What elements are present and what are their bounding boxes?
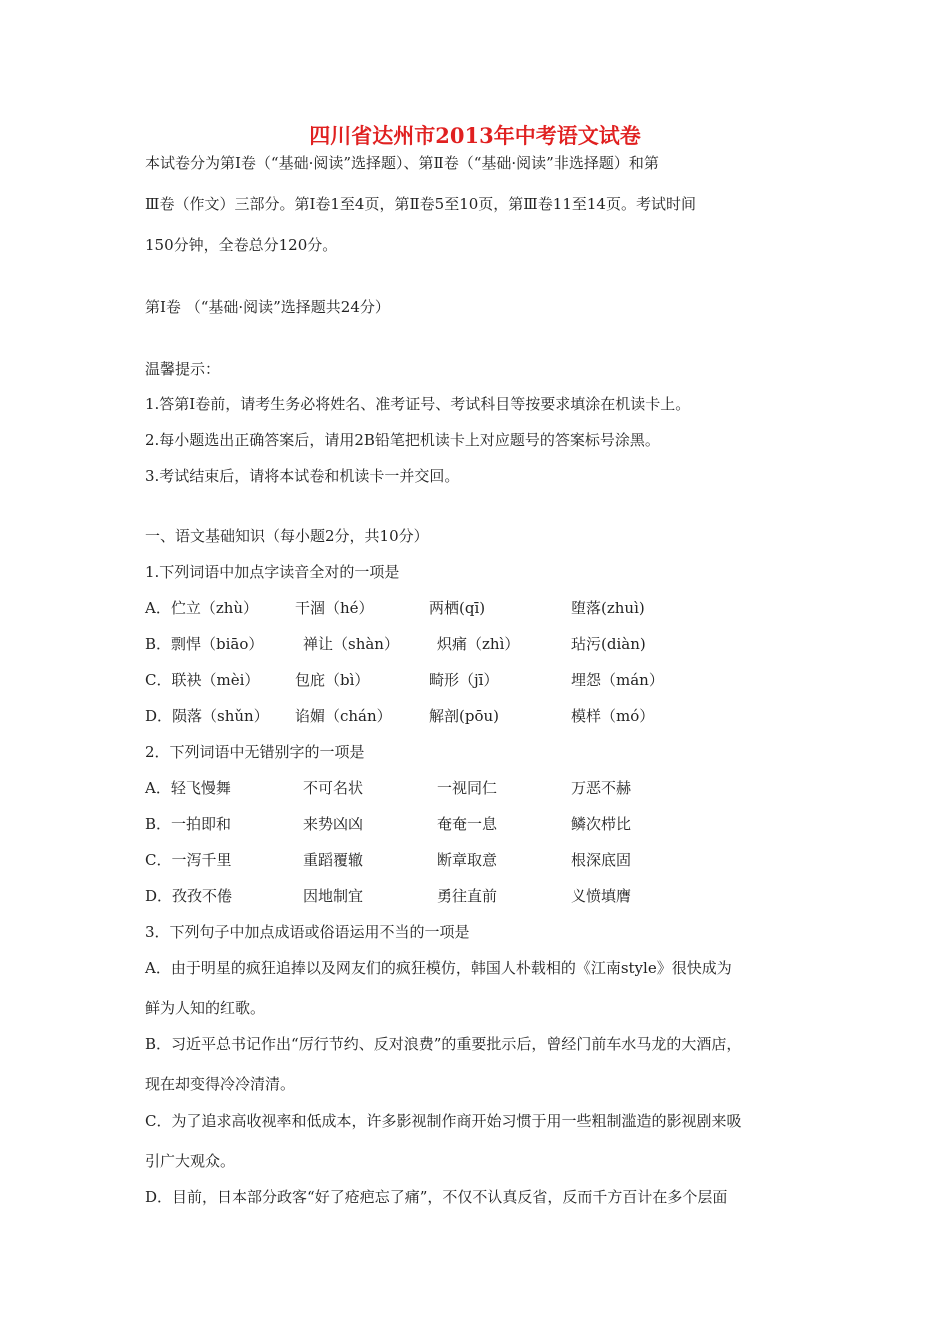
intro-line: 本试卷分为第Ⅰ卷（“基础·阅读”选择题）、第Ⅱ卷（“基础·阅读”非选择题）和第 bbox=[145, 154, 659, 172]
option-item: 勇往直前 bbox=[437, 887, 498, 905]
section-heading: 一、语文基础知识（每小题2分，共10分） bbox=[145, 527, 429, 545]
option-item: C．联袂（mèi） bbox=[145, 671, 260, 689]
option-item: 不可名状 bbox=[303, 779, 364, 797]
option-item: 重蹈覆辙 bbox=[303, 851, 364, 869]
question-text-line: D．目前，日本部分政客“好了疮疤忘了痛”，不仅不认真反省，反而千方百计在多个层面 bbox=[145, 1188, 728, 1206]
option-item: A．伫立（zhù） bbox=[145, 599, 259, 617]
question-text-line: A．由于明星的疯狂追捧以及网友们的疯狂模仿，韩国人朴载相的《江南style》很快成为 bbox=[145, 959, 732, 977]
option-item: 来势凶凶 bbox=[303, 815, 364, 833]
question-stem: 1.下列词语中加点字读音全对的一项是 bbox=[145, 563, 400, 581]
option-item: 两栖(qī) bbox=[429, 599, 486, 617]
option-item: 一视同仁 bbox=[437, 779, 498, 797]
option-item: 包庇（bì） bbox=[295, 671, 370, 689]
question-text-line: 鲜为人知的红歌。 bbox=[145, 999, 266, 1017]
tip-item: 2.每小题选出正确答案后，请用2B铅笔把机读卡上对应题号的答案标号涂黑。 bbox=[145, 431, 660, 449]
option-item: 鳞次栉比 bbox=[571, 815, 632, 833]
option-item: 模样（mó） bbox=[571, 707, 655, 725]
question-text-line: C．为了追求高收视率和低成本，许多影视制作商开始习惯于用一些粗制滥造的影视剧来吸 bbox=[145, 1112, 742, 1130]
option-item: B．剽悍（biāo） bbox=[145, 635, 264, 653]
tip-item: 1.答第Ⅰ卷前，请考生务必将姓名、准考证号、考试科目等按要求填涂在机读卡上。 bbox=[145, 395, 691, 413]
intro-line: 150分钟，全卷总分120分。 bbox=[145, 236, 338, 254]
option-item: 断章取意 bbox=[437, 851, 498, 869]
option-item: 谄媚（chán） bbox=[295, 707, 392, 725]
option-item: 因地制宜 bbox=[303, 887, 364, 905]
option-item: 解剖(pōu) bbox=[429, 707, 499, 725]
option-item: 畸形（jī） bbox=[429, 671, 499, 689]
option-item: D．陨落（shǔn） bbox=[145, 707, 269, 725]
option-item: 干涸（hé） bbox=[295, 599, 374, 617]
option-item: 堕落(zhuì) bbox=[571, 599, 645, 617]
intro-line: Ⅲ卷（作文）三部分。第Ⅰ卷1至4页，第Ⅱ卷5至10页，第Ⅲ卷11至14页。考试时间 bbox=[145, 195, 696, 213]
option-item: B．一拍即和 bbox=[145, 815, 232, 833]
option-item: D．孜孜不倦 bbox=[145, 887, 233, 905]
question-text-line: 引广大观众。 bbox=[145, 1152, 236, 1170]
question-stem: 2．下列词语中无错别字的一项是 bbox=[145, 743, 365, 761]
volume1-heading: 第Ⅰ卷 （“基础·阅读”选择题共24分） bbox=[145, 298, 390, 316]
exam-title: 四川省达州市2013年中考语文试卷 bbox=[309, 123, 641, 148]
option-item: 炽痛（zhì） bbox=[437, 635, 520, 653]
option-item: 义愤填膺 bbox=[571, 887, 632, 905]
option-item: A．轻飞慢舞 bbox=[145, 779, 231, 797]
option-item: 玷污(diàn) bbox=[571, 635, 646, 653]
option-item: 根深底固 bbox=[571, 851, 632, 869]
option-item: 埋怨（mán） bbox=[571, 671, 664, 689]
option-item: 禅让（shàn） bbox=[303, 635, 399, 653]
option-item: 奄奄一息 bbox=[437, 815, 498, 833]
tips-heading: 温馨提示： bbox=[145, 360, 221, 378]
question-stem: 3．下列句子中加点成语或俗语运用不当的一项是 bbox=[145, 923, 470, 941]
option-item: 万恶不赫 bbox=[571, 779, 632, 797]
question-text-line: B．习近平总书记作出“厉行节约、反对浪费”的重要批示后，曾经门前车水马龙的大酒店， bbox=[145, 1035, 742, 1053]
option-item: C．一泻千里 bbox=[145, 851, 232, 869]
tip-item: 3.考试结束后，请将本试卷和机读卡一并交回。 bbox=[145, 467, 460, 485]
question-text-line: 现在却变得冷冷清清。 bbox=[145, 1075, 296, 1093]
